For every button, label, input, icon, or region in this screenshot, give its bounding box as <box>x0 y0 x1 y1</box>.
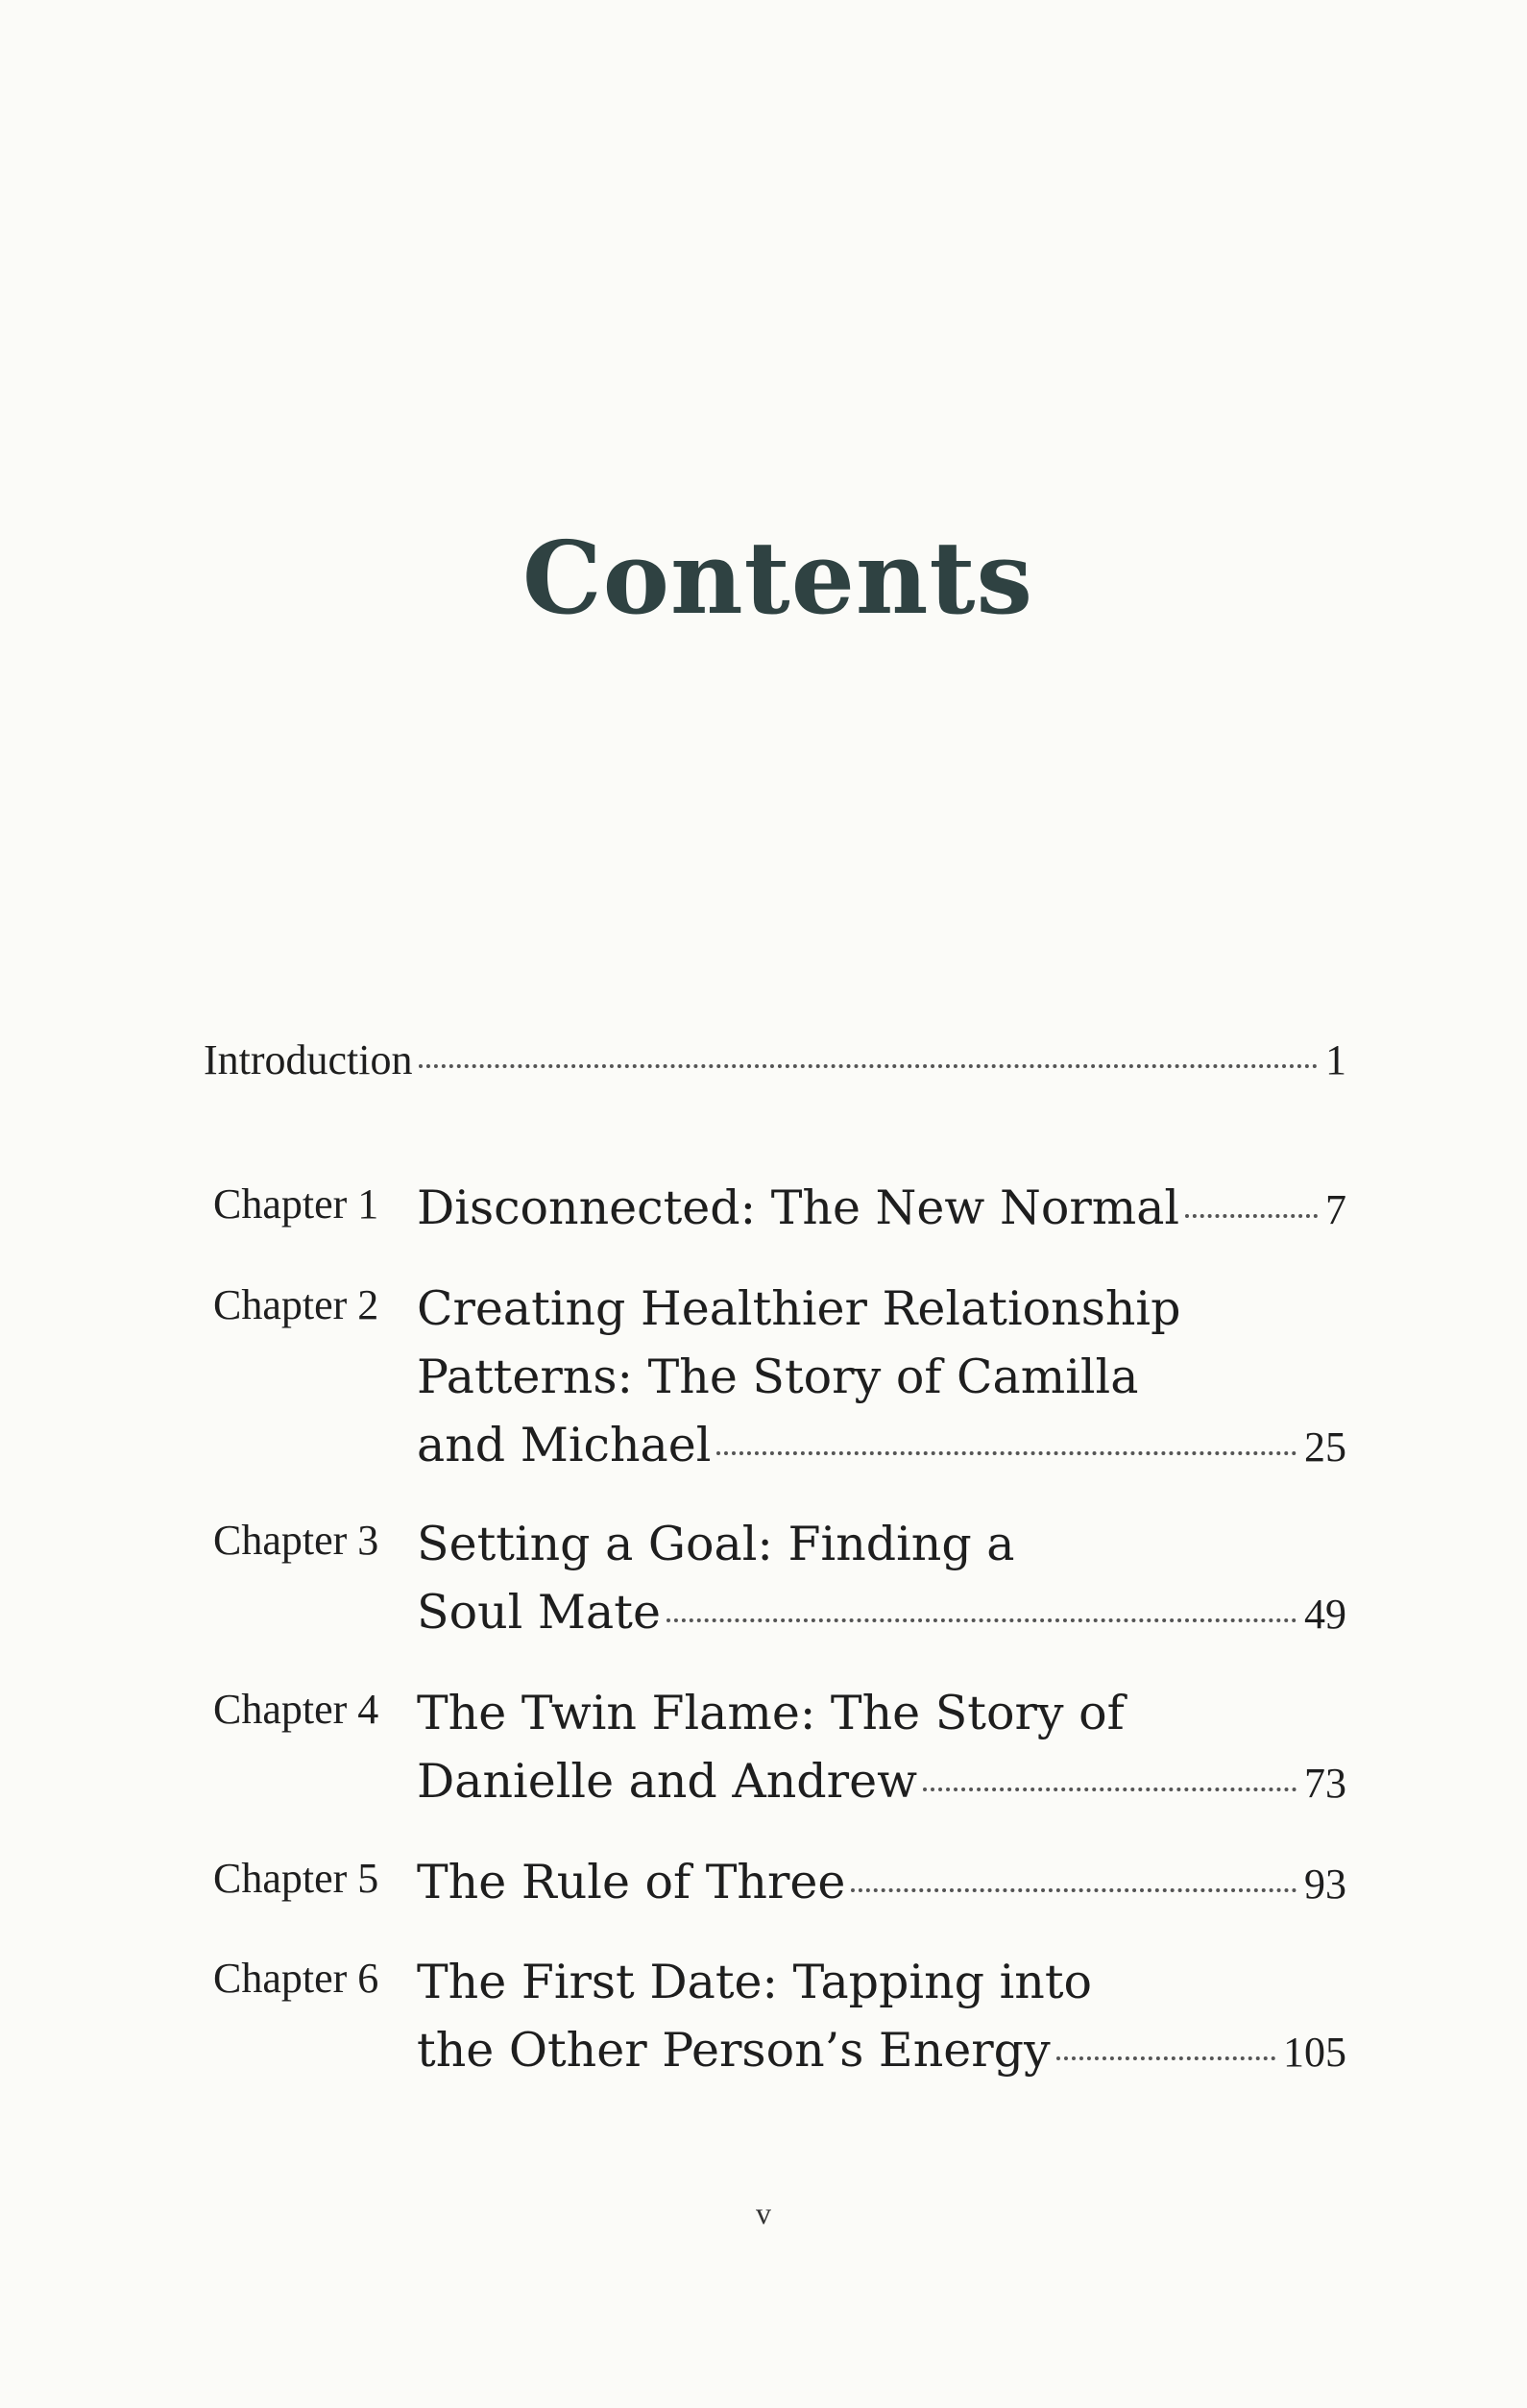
chapter-title <box>417 1848 1346 1918</box>
chapter-title-line: and Michael <box>417 1418 712 1472</box>
chapter-title <box>417 1510 1346 1648</box>
dot-leader <box>716 1451 1297 1455</box>
toc-page-number: 73 <box>1304 1760 1346 1807</box>
chapter-title-line: Disconnected: The New Normal <box>417 1180 1180 1235</box>
chapter-title-line: The Rule of Three <box>417 1855 846 1909</box>
toc-page-number: 105 <box>1283 2029 1346 2076</box>
toc-entry-label: Introduction <box>204 1036 413 1083</box>
chapter-label: Chapter 1 <box>213 1180 379 1228</box>
page-title: Contents <box>521 519 1034 637</box>
chapter-title <box>417 1174 1346 1244</box>
toc-entry-introduction <box>204 1035 1346 1084</box>
chapter-title-line: the Other Person’s Energy <box>417 2023 1051 2078</box>
dot-leader <box>419 1064 1318 1068</box>
dot-leader <box>923 1788 1297 1791</box>
chapter-title <box>417 1275 1346 1481</box>
dot-leader <box>1056 2056 1275 2060</box>
chapter-label: Chapter 3 <box>213 1517 379 1564</box>
chapter-label: Chapter 6 <box>213 1955 379 2002</box>
toc-page-number: 7 <box>1325 1186 1346 1233</box>
chapter-title-line: The First Date: Tapping into <box>417 1955 1093 2009</box>
chapter-title-line: Setting a Goal: Finding a <box>417 1517 1015 1571</box>
chapter-label: Chapter 2 <box>213 1281 379 1328</box>
chapter-title-line: Creating Healthier Relationship <box>417 1281 1181 1336</box>
toc-page-number: 49 <box>1304 1591 1346 1638</box>
toc-page-number: 25 <box>1304 1423 1346 1471</box>
chapter-title-line: Soul Mate <box>417 1585 661 1640</box>
dot-leader <box>667 1618 1297 1622</box>
chapter-title <box>417 1679 1346 1817</box>
chapter-title-line: Danielle and Andrew <box>417 1754 918 1809</box>
chapter-label: Chapter 4 <box>213 1686 379 1733</box>
toc-page-number: 93 <box>1304 1861 1346 1908</box>
chapter-title <box>417 1948 1346 2086</box>
chapter-title-line: Patterns: The Story of Camilla <box>417 1350 1139 1404</box>
page-folio: v <box>756 2196 771 2230</box>
dot-leader <box>851 1888 1297 1892</box>
toc-page-number: 1 <box>1325 1036 1346 1083</box>
chapter-label: Chapter 5 <box>213 1855 379 1902</box>
dot-leader <box>1185 1214 1318 1218</box>
chapter-title-line: The Twin Flame: The Story of <box>417 1686 1125 1740</box>
